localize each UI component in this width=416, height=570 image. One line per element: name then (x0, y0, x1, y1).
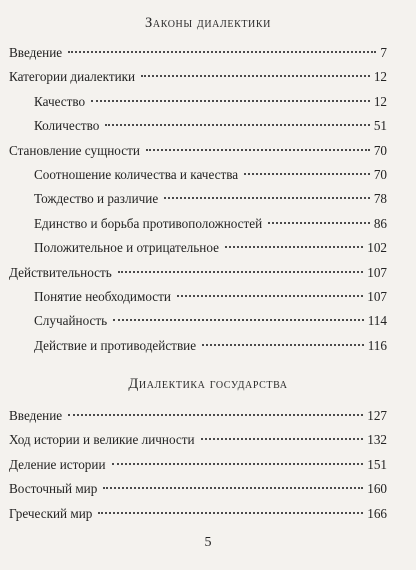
dot-leader (68, 414, 363, 416)
dot-leader (68, 51, 376, 53)
toc-entry-title: Единство и борьба противоположностей (34, 215, 263, 231)
toc-entry (34, 189, 387, 209)
dot-leader (268, 222, 370, 224)
dot-leader (177, 295, 363, 297)
toc-entry (9, 406, 387, 426)
toc-entry (34, 165, 387, 185)
toc-entry (34, 238, 387, 258)
dot-leader (118, 271, 363, 273)
toc-entry (9, 141, 387, 161)
toc-entry (34, 336, 387, 356)
section-title: Законы диалектики (145, 15, 271, 31)
toc-entry-title: Понятие необходимости (34, 289, 171, 304)
toc-entry-page: 12 (373, 69, 387, 85)
toc-entry-page: 166 (367, 505, 387, 521)
dot-leader (201, 438, 364, 440)
toc-entry (9, 430, 387, 450)
dot-leader (113, 319, 364, 321)
toc-entry (9, 263, 387, 283)
toc-entry-page: 70 (373, 142, 387, 158)
toc-entry-title: Действие и противодействие (34, 337, 197, 353)
toc-entry-title: Греческий мир (9, 505, 93, 521)
toc-entry (9, 504, 387, 524)
dot-leader (103, 487, 363, 489)
toc-entry-title: Количество (34, 118, 100, 134)
toc-entry-title: Категории диалектики (9, 69, 136, 85)
toc-entry (9, 479, 387, 499)
toc-entry-page: 107 (367, 289, 387, 304)
dot-leader (105, 124, 369, 126)
dot-leader (225, 246, 363, 248)
page-number: 5 (204, 535, 212, 550)
toc-entry-title: Восточный мир (9, 481, 98, 497)
toc-entry-page: 114 (367, 313, 387, 329)
toc-entry (9, 67, 387, 87)
toc-entry-title: Введение (9, 408, 63, 423)
section-title: Диалектика государства (128, 376, 288, 392)
toc-entry-page: 78 (373, 191, 387, 207)
toc-entry-page: 116 (367, 337, 387, 353)
toc-entry-page: 127 (367, 408, 387, 423)
dot-leader (141, 75, 370, 77)
dot-leader (164, 197, 370, 199)
toc-entry-page: 51 (373, 118, 387, 134)
toc-entry-title: Действительность (9, 264, 112, 280)
toc-entry-page: 160 (367, 481, 387, 497)
toc-entry-title: Качество (34, 93, 86, 109)
toc-entry-page: 151 (367, 456, 387, 472)
toc-entry (34, 116, 387, 136)
toc-entry-title: Введение (9, 45, 63, 60)
toc-entry-page: 102 (367, 240, 387, 256)
dot-leader (98, 512, 363, 514)
toc-entry-page: 107 (367, 264, 387, 280)
toc-entry-page: 12 (373, 93, 387, 109)
toc-entry-title: Случайность (34, 313, 108, 329)
toc-entry-title: Деление истории (9, 456, 106, 472)
toc-entry-page: 7 (380, 45, 387, 60)
toc-entry (34, 214, 387, 234)
dot-leader (91, 100, 370, 102)
toc-entry (9, 43, 387, 63)
toc-entry-title: Становление сущности (9, 142, 140, 158)
dot-leader (202, 344, 364, 346)
dot-leader (146, 149, 370, 151)
toc-entry-title: Соотношение количества и качества (34, 167, 239, 182)
toc-entry (9, 455, 387, 475)
toc-entry (34, 92, 387, 112)
toc-entry-page: 70 (373, 167, 387, 182)
toc-entry-title: Ход истории и великие личности (9, 432, 195, 448)
toc-entry-title: Тождество и различие (34, 191, 159, 207)
toc-entry-page: 132 (367, 432, 387, 448)
toc-entry-page: 86 (373, 215, 387, 231)
dot-leader (244, 173, 370, 175)
dot-leader (112, 463, 364, 465)
toc-entry (34, 287, 387, 307)
toc-entry (34, 311, 387, 331)
toc-entry-title: Положительное и отрицательное (34, 240, 219, 256)
